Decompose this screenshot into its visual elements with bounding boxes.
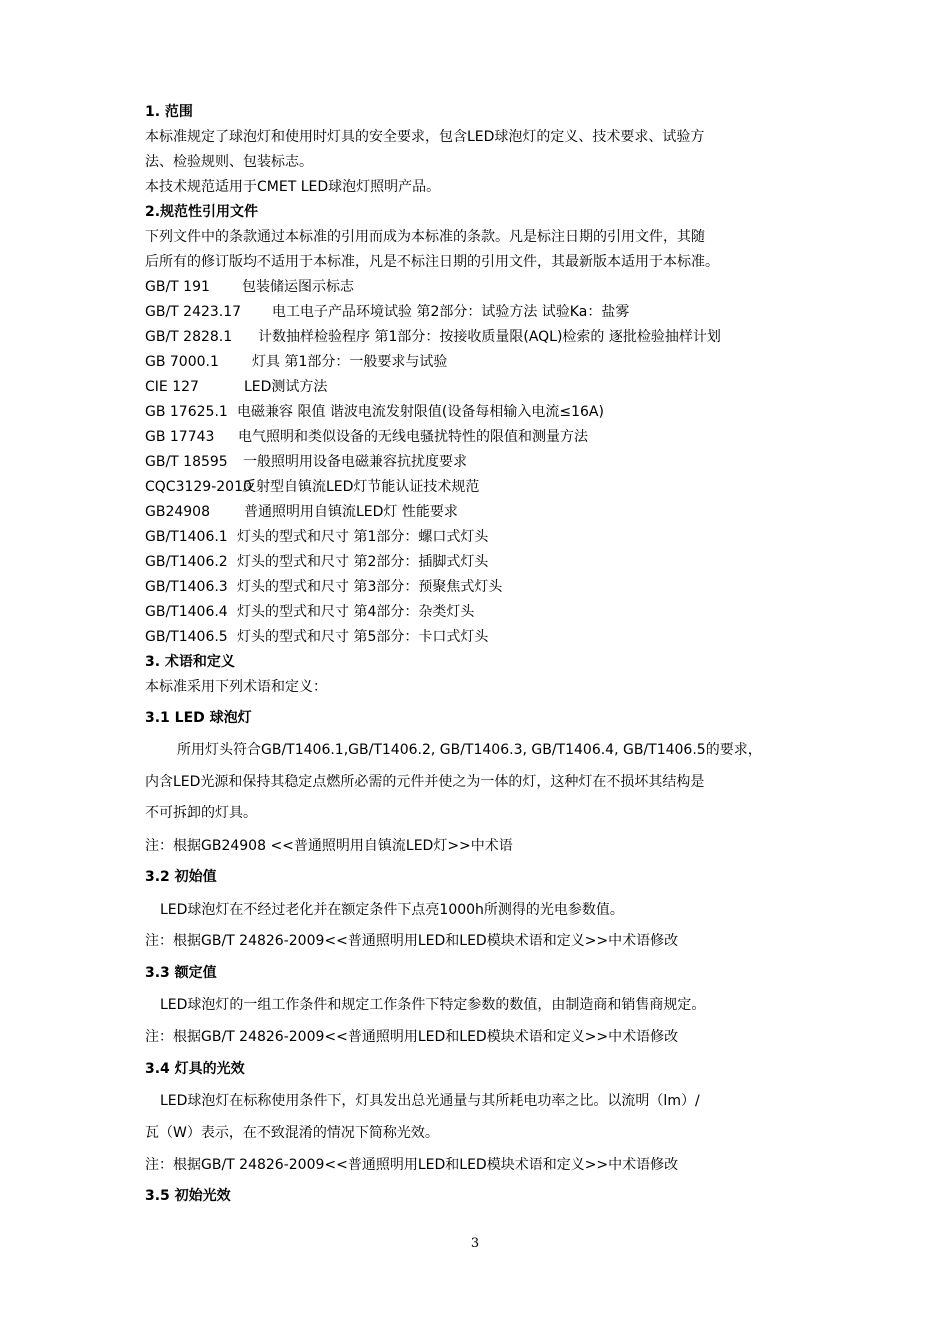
reference-code: GB/T 191	[145, 279, 210, 295]
reference-item	[145, 627, 488, 647]
term-3-2-line-1: LED球泡灯在不经过老化并在额定条件下点亮1000h所测得的光电参数值。	[160, 902, 624, 918]
term-3-1-line-1: 所用灯头符合GB/T1406.1,GB/T1406.2, GB/T1406.3, GB/T1406.4, GB/T1406.5的要求，	[177, 742, 762, 758]
section-2-paragraph-line-1: 下列文件中的条款通过本标准的引用而成为本标准的条款。凡是标注日期的引用文件，其随	[145, 229, 705, 245]
term-3-1-line-2: 内含LED光源和保持其稳定点燃所必需的元件并使之为一体的灯，这种灯在不损坏其结构是	[145, 774, 705, 790]
reference-title: 电气照明和类似设备的无线电骚扰特性的限值和测量方法	[238, 429, 588, 445]
reference-item	[145, 377, 327, 397]
reference-code: GB/T 2423.17	[145, 304, 242, 320]
reference-code: GB/T1406.1	[145, 529, 228, 545]
reference-item	[145, 452, 467, 472]
reference-title: 反射型自镇流LED灯节能认证技术规范	[242, 479, 480, 495]
reference-code: CIE 127	[145, 379, 199, 395]
reference-item	[145, 352, 447, 372]
section-1-paragraph-line-1: 本标准规定了球泡灯和使用时灯具的安全要求，包含LED球泡灯的定义、技术要求、试验方	[145, 129, 705, 145]
section-2-paragraph-line-2: 后所有的修订版均不适用于本标准，凡是不标注日期的引用文件，其最新版本适用于本标准。	[145, 254, 719, 270]
reference-title: 计数抽样检验程序 第1部分：按接收质量限(AQL)检索的 逐批检验抽样计划	[258, 329, 721, 345]
section-1-title: 1. 范围	[145, 104, 193, 120]
term-3-4-title: 3.4 灯具的光效	[145, 1061, 245, 1077]
term-3-4-line-1: LED球泡灯在标称使用条件下，灯具发出总光通量与其所耗电功率之比。以流明（lm）/	[160, 1093, 700, 1109]
term-3-5-title: 3.5 初始光效	[145, 1188, 231, 1204]
reference-item	[145, 477, 479, 497]
reference-item	[145, 602, 474, 622]
term-3-1-line-3: 不可拆卸的灯具。	[145, 805, 257, 821]
reference-item	[145, 302, 629, 322]
term-3-3-note: 注：根据GB/T 24826-2009<<普通照明用LED和LED模块术语和定义>>中术语修改	[145, 1029, 679, 1045]
term-3-3-title: 3.3 额定值	[145, 965, 217, 981]
reference-title: 普通照明用自镇流LED灯 性能要求	[244, 504, 458, 520]
term-3-1-note: 注：根据GB24908 <<普通照明用自镇流LED灯>>中术语	[145, 838, 513, 854]
reference-code: GB/T1406.2	[145, 554, 228, 570]
term-3-1-title: 3.1 LED 球泡灯	[145, 710, 252, 726]
reference-code: GB/T 2828.1	[145, 329, 233, 345]
term-3-4-line-2: 瓦（W）表示，在不致混淆的情况下简称光效。	[145, 1125, 439, 1141]
reference-code: GB/T 18595	[145, 454, 228, 470]
reference-item	[145, 402, 604, 422]
term-3-2-note: 注：根据GB/T 24826-2009<<普通照明用LED和LED模块术语和定义>>中术语修改	[145, 933, 679, 949]
reference-title: 灯具 第1部分：一般要求与试验	[252, 354, 448, 370]
reference-title: 灯头的型式和尺寸 第4部分：杂类灯头	[237, 604, 475, 620]
reference-code: GB24908	[145, 504, 210, 520]
reference-item	[145, 327, 721, 347]
term-3-2-title: 3.2 初始值	[145, 869, 217, 885]
reference-item	[145, 427, 588, 447]
section-1-scope-line: 本技术规范适用于CMET LED球泡灯照明产品。	[145, 179, 441, 195]
reference-code: GB/T1406.3	[145, 579, 228, 595]
reference-item	[145, 577, 502, 597]
term-3-4-note: 注：根据GB/T 24826-2009<<普通照明用LED和LED模块术语和定义>>中术语修改	[145, 1157, 679, 1173]
reference-code: GB 17743	[145, 429, 215, 445]
reference-title: 一般照明用设备电磁兼容抗扰度要求	[243, 454, 467, 470]
reference-title: 包装储运图示标志	[242, 279, 354, 295]
reference-title: 电工电子产品环境试验 第2部分：试验方法 试验Ka：盐雾	[272, 304, 630, 320]
section-2-title: 2.规范性引用文件	[145, 204, 259, 220]
page-number: 3	[470, 1236, 480, 1251]
reference-code: CQC3129-2010	[145, 479, 252, 495]
section-3-intro: 本标准采用下列术语和定义：	[145, 679, 327, 695]
reference-code: GB 17625.1	[145, 404, 228, 420]
section-3-title: 3. 术语和定义	[145, 654, 235, 670]
reference-code: GB 7000.1	[145, 354, 219, 370]
reference-title: 灯头的型式和尺寸 第5部分：卡口式灯头	[237, 629, 489, 645]
reference-title: LED测试方法	[244, 379, 328, 395]
reference-title: 灯头的型式和尺寸 第1部分：螺口式灯头	[237, 529, 489, 545]
reference-code: GB/T1406.5	[145, 629, 228, 645]
reference-item	[145, 277, 354, 297]
reference-item	[145, 552, 488, 572]
reference-code: GB/T1406.4	[145, 604, 228, 620]
reference-item	[145, 502, 458, 522]
reference-title: 灯头的型式和尺寸 第3部分：预聚焦式灯头	[237, 579, 503, 595]
term-3-3-line-1: LED球泡灯的一组工作条件和规定工作条件下特定参数的数值，由制造商和销售商规定。	[160, 997, 706, 1013]
reference-title: 电磁兼容 限值 谐波电流发射限值(设备每相输入电流≤16A)	[237, 404, 604, 420]
section-1-paragraph-line-2: 法、检验规则、包装标志。	[145, 154, 313, 170]
reference-item	[145, 527, 488, 547]
reference-title: 灯头的型式和尺寸 第2部分：插脚式灯头	[237, 554, 489, 570]
